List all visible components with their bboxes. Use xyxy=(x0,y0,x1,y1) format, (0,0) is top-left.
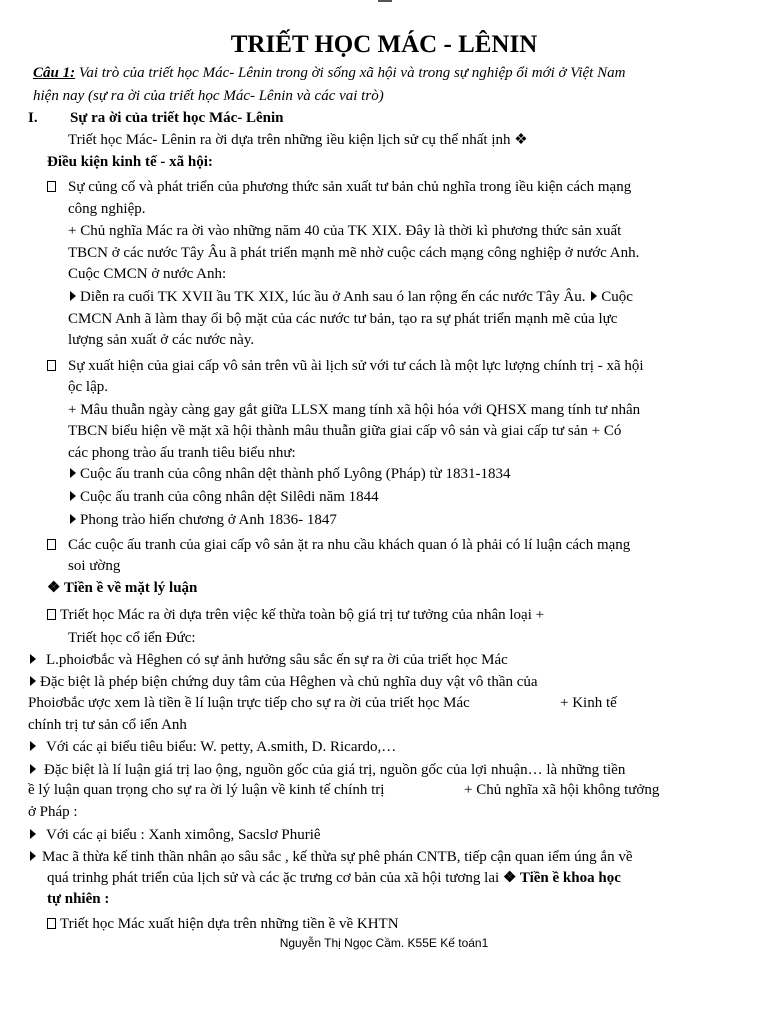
heading-theory: ❖ Tiền ề về mặt lý luận xyxy=(47,580,198,596)
text-line: TBCN ở các nước Tây Âu ã phát triển mạnh mẽ nhờ cuộc cách mạng công nghiệp ở nước Anh. xyxy=(68,245,640,261)
text-line: chính trị tư sản cổ iển Anh xyxy=(28,717,187,733)
heading-natural-science: tự nhiên : xyxy=(47,891,110,907)
intro-line: Triết học Mác- Lênin ra ời dựa trên những iều kiện lịch sử cụ thể nhất ịnh ❖ xyxy=(68,132,528,148)
text-line: Đặc biệt là phép biện chứng duy tâm của Hêghen và chủ nghĩa duy vật vô thần của xyxy=(28,672,538,692)
text-line: + Kinh tế xyxy=(560,695,617,711)
bullet-2: Sự xuất hiện của giai cấp vô sản trên vũ ài lịch sử với tư cách là một lực lượng chính trị - xã hội xyxy=(47,356,644,376)
question-label: Câu 1: xyxy=(33,65,76,81)
page-title: TRIẾT HỌC MÁC - LÊNIN xyxy=(230,31,538,58)
text-line: lượng sản xuất ở các nước này. xyxy=(68,332,255,348)
arrow-right-icon xyxy=(70,491,76,501)
text-line: ộc lập. xyxy=(68,379,108,395)
arrow-right-icon xyxy=(30,851,36,861)
text-line: Triết học Mác xuất hiện dựa trên những tiền ề về KHTN xyxy=(47,914,399,934)
text-line: quá trinhg phát triển của lịch sử và các ặc trưng cơ bản của xã hội tương lai ❖ Tiền ề khoa học xyxy=(47,870,621,886)
arrow-right-icon xyxy=(30,654,36,664)
arrow-right-icon xyxy=(591,291,597,301)
section-1-number: I. xyxy=(28,110,38,126)
arrow-right-icon xyxy=(70,291,76,301)
question-1-cont: hiện nay (sự ra ời của triết học Mác- Lênin và các vai trò) xyxy=(33,88,384,104)
question-1: Câu 1: Vai trò của triết học Mác- Lênin trong ời sống xã hội và trong sự nghiệp ổi mới ở Việt Nam xyxy=(33,65,626,81)
text-line: soi ường xyxy=(68,558,121,574)
text-line: Đặc biệt là lí luận giá trị lao ộng, nguồn gốc của giá trị, nguồn gốc của lợi nhuận… là những tiền xyxy=(28,760,625,780)
text-line: Phoiơbắc ược xem là tiền ề lí luận trực tiếp cho sự ra ời của triết học Mác xyxy=(28,695,470,711)
arrow-right-icon xyxy=(30,829,36,839)
text-line: Phong trào hiến chương ở Anh 1836- 1847 xyxy=(68,510,337,530)
arrow-right-icon xyxy=(70,514,76,524)
text-line: + Mâu thuẫn ngày càng gay gắt giữa LLSX mang tính xã hội hóa với QHSX mang tính tư nhân xyxy=(68,402,641,418)
text-line: Cuộc CMCN ở nước Anh: xyxy=(68,266,227,282)
text-line: CMCN Anh ã làm thay ổi bộ mặt của các nước tư bản, tạo ra sự phát triển mạnh mẽ của lực xyxy=(68,311,618,327)
section-1-title: Sự ra ời của triết học Mác- Lênin xyxy=(70,110,284,126)
arrow-right-icon xyxy=(30,764,36,774)
arrow-right-icon xyxy=(30,676,36,686)
text-line: Cuộc ấu tranh của công nhân dệt Silêdi năm 1844 xyxy=(68,487,379,507)
bullet-3: Các cuộc ấu tranh của giai cấp vô sản ặt ra nhu cầu khách quan ó là phải có lí luận cách mạng xyxy=(47,535,630,555)
text-line: Với các ại biểu tiêu biểu: W. petty, A.smith, D. Ricardo,… xyxy=(28,737,396,757)
checkbox-icon xyxy=(47,181,56,192)
checkbox-icon xyxy=(47,918,56,929)
heading-economic: Điều kiện kinh tế - xã hội: xyxy=(47,154,213,170)
text-line: Triết học cổ iển Đức: xyxy=(68,630,196,646)
text-line: + Chủ nghĩa xã hội không tưởng xyxy=(464,782,660,798)
footer-author: Nguyễn Thị Ngọc Cầm. K55E Kế toán1 xyxy=(279,936,489,950)
text-line: + Chủ nghĩa Mác ra ời vào những năm 40 của TK XIX. Đây là thời kì phương thức sản xuất xyxy=(68,223,622,239)
text-line: L.phoiơbắc và Hêghen có sự ảnh hưởng sâu sắc ến sự ra ời của triết học Mác xyxy=(28,650,508,670)
checkbox-icon xyxy=(47,609,56,620)
text-line: công nghiệp. xyxy=(68,201,146,217)
checkbox-icon xyxy=(47,539,56,550)
text-line: các phong trào ấu tranh tiêu biểu như: xyxy=(68,445,296,461)
text-line: TBCN biểu hiện về mặt xã hội thành mâu thuẫn giữa giai cấp vô sản và giai cấp tư sản + Có xyxy=(68,423,622,439)
text-line: Mac ã thừa kế tinh thần nhân ạo sâu sắc , kế thừa sự phê phán CNTB, tiếp cận quan iểm úng ắn về xyxy=(28,847,632,867)
bullet-1: Sự củng cố và phát triển của phương thức sản xuất tư bản chủ nghĩa trong iều kiện cách mạng xyxy=(47,177,631,197)
arrow-right-icon xyxy=(30,741,36,751)
text-line: ề lý luận quan trọng cho sự ra ời lý luận về kinh tế chính trị xyxy=(28,782,385,798)
top-mark xyxy=(378,0,392,2)
arrow-right-icon xyxy=(70,468,76,478)
text-line: Với các ại biểu : Xanh ximông, Sacslơ Phuriê xyxy=(28,825,321,845)
text-line: Cuộc ấu tranh của công nhân dệt thành phố Lyông (Pháp) từ 1831-1834 xyxy=(68,464,511,484)
checkbox-icon xyxy=(47,360,56,371)
text-line: ở Pháp : xyxy=(28,804,78,820)
text-line: Diễn ra cuối TK XVII ầu TK XIX, lúc ầu ở Anh sau ó lan rộng ến các nước Tây Âu. Cuộc xyxy=(68,287,633,307)
text-line: Triết học Mác ra ời dựa trên việc kế thừa toàn bộ giá trị tư tưởng của nhân loại + xyxy=(47,605,544,625)
